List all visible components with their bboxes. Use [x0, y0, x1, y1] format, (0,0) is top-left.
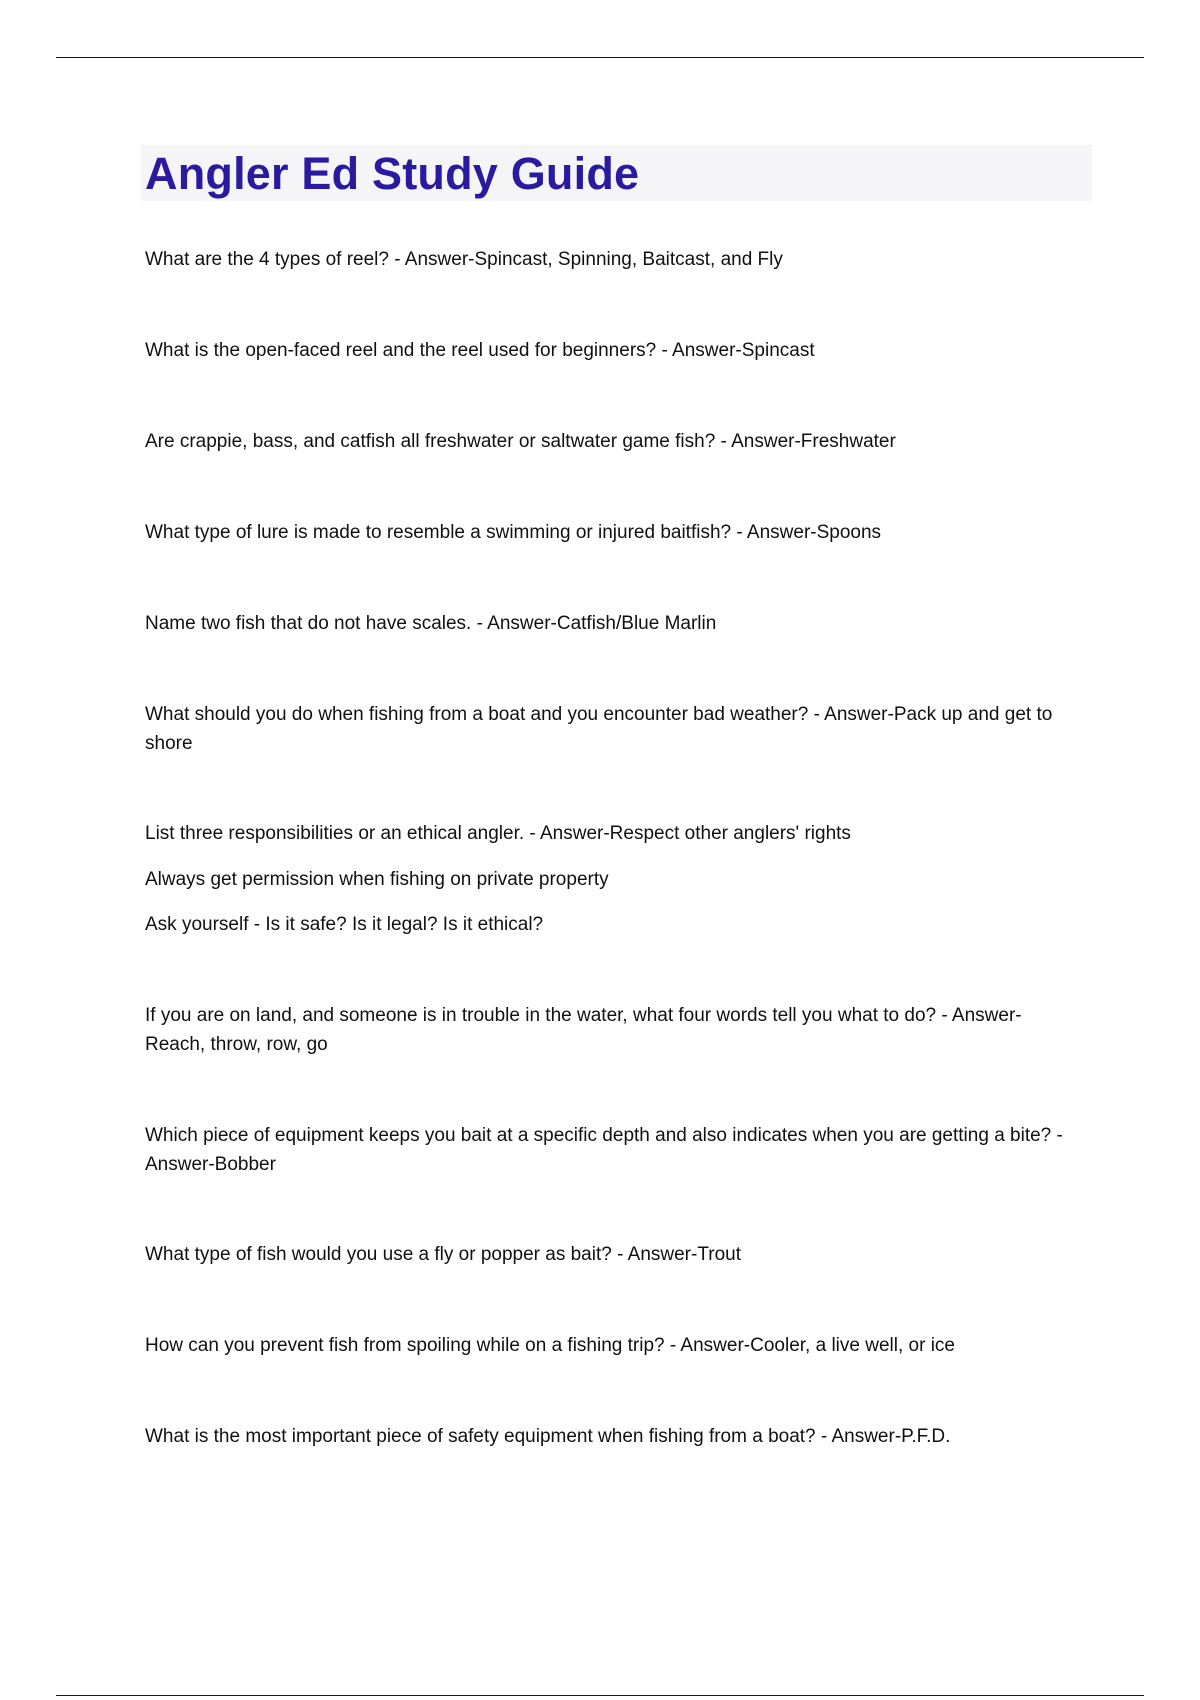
qa-item-ethical-angler-permission: Always get permission when fishing on private property — [145, 869, 609, 890]
qa-item-reel-types: What are the 4 types of reel? - Answer-Spincast, Spinning, Baitcast, and Fly — [145, 249, 783, 270]
qa-item-lure-type: What type of lure is made to resemble a swimming or injured baitfish? - Answer-Spoons — [145, 522, 882, 543]
qa-item-ethical-angler: List three responsibilities or an ethical angler. - Answer-Respect other anglers' rights — [145, 823, 851, 844]
bottom-rule — [56, 1695, 1144, 1696]
qa-item-water-rescue: If you are on land, and someone is in trouble in the water, what four words tell you what to do? - Answer-Reach, throw, row, go — [145, 1005, 1022, 1055]
page-title: Angler Ed Study Guide — [145, 148, 640, 199]
qa-item-fly-bait: What type of fish would you use a fly or popper as bait? - Answer-Trout — [145, 1244, 741, 1265]
qa-item-ethical-angler-ask: Ask yourself - Is it safe? Is it legal? Is it ethical? — [145, 914, 544, 935]
qa-item-freshwater-game-fish: Are crappie, bass, and catfish all freshwater or saltwater game fish? - Answer-Freshwater — [145, 431, 896, 452]
qa-item-bad-weather: What should you do when fishing from a boat and you encounter bad weather? - Answer-Pack up and get to shore — [145, 704, 1053, 754]
qa-item-open-faced-reel: What is the open-faced reel and the reel used for beginners? - Answer-Spincast — [145, 340, 815, 361]
qa-item-bobber: Which piece of equipment keeps you bait at a specific depth and also indicates when you are getting a bite? - Answer-Bobber — [145, 1125, 1063, 1175]
top-rule — [56, 57, 1144, 58]
qa-item-safety-equipment: What is the most important piece of safety equipment when fishing from a boat? - Answer-P.F.D. — [145, 1426, 951, 1447]
qa-item-fish-without-scales: Name two fish that do not have scales. - Answer-Catfish/Blue Marlin — [145, 613, 717, 634]
qa-item-prevent-spoiling: How can you prevent fish from spoiling while on a fishing trip? - Answer-Cooler, a live well, or ice — [145, 1335, 955, 1356]
